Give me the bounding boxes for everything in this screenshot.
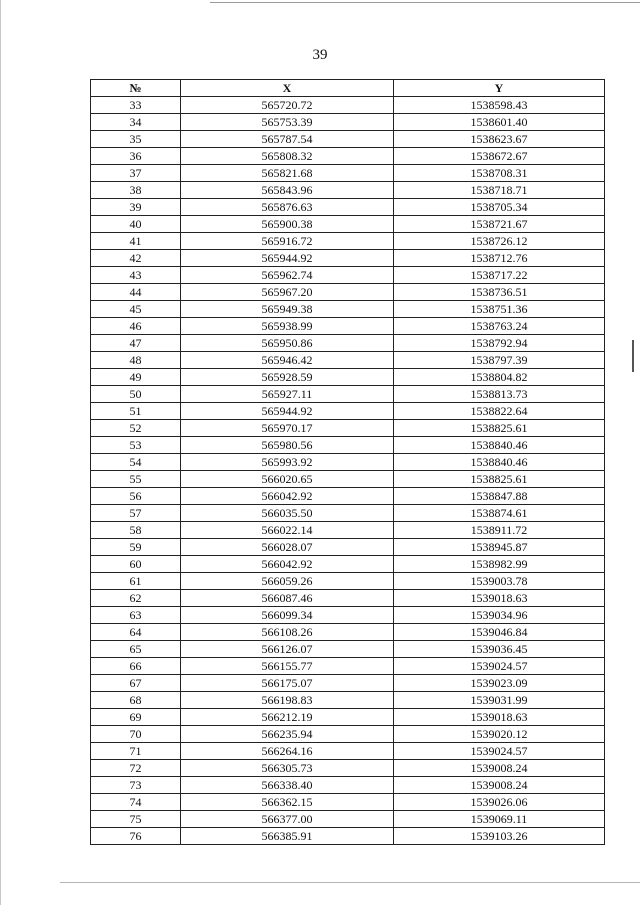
cell-y: 1539069.11 <box>394 811 605 828</box>
table-row <box>91 692 605 709</box>
cell-x: 566099.34 <box>181 607 394 624</box>
cell-y: 1539003.78 <box>394 573 605 590</box>
table-row <box>91 216 605 233</box>
cell-x: 565808.32 <box>181 148 394 165</box>
table-row <box>91 403 605 420</box>
table-row <box>91 301 605 318</box>
table-row <box>91 488 605 505</box>
table-row <box>91 658 605 675</box>
table-row <box>91 369 605 386</box>
cell-point-number: 48 <box>91 352 181 369</box>
cell-x: 566198.83 <box>181 692 394 709</box>
table-row <box>91 726 605 743</box>
cell-y: 1538601.40 <box>394 114 605 131</box>
cell-y: 1538840.46 <box>394 454 605 471</box>
cell-point-number: 51 <box>91 403 181 420</box>
cell-x: 566385.91 <box>181 828 394 845</box>
table-row <box>91 250 605 267</box>
cell-x: 565753.39 <box>181 114 394 131</box>
cell-y: 1538672.67 <box>394 148 605 165</box>
cell-y: 1539018.63 <box>394 709 605 726</box>
cell-x: 566235.94 <box>181 726 394 743</box>
cell-point-number: 39 <box>91 199 181 216</box>
cell-x: 565944.92 <box>181 250 394 267</box>
table-row <box>91 97 605 114</box>
cell-x: 565821.68 <box>181 165 394 182</box>
cell-y: 1539020.12 <box>394 726 605 743</box>
cell-y: 1538708.31 <box>394 165 605 182</box>
table-row <box>91 148 605 165</box>
cell-x: 565927.11 <box>181 386 394 403</box>
cell-point-number: 35 <box>91 131 181 148</box>
cell-y: 1538813.73 <box>394 386 605 403</box>
cell-x: 566175.07 <box>181 675 394 692</box>
cell-point-number: 44 <box>91 284 181 301</box>
cell-x: 566028.07 <box>181 539 394 556</box>
cell-point-number: 54 <box>91 454 181 471</box>
table-row <box>91 743 605 760</box>
cell-x: 566022.14 <box>181 522 394 539</box>
cell-point-number: 37 <box>91 165 181 182</box>
table-row <box>91 777 605 794</box>
cell-point-number: 50 <box>91 386 181 403</box>
cell-x: 566212.19 <box>181 709 394 726</box>
cell-y: 1539026.06 <box>394 794 605 811</box>
cell-point-number: 67 <box>91 675 181 692</box>
cell-y: 1538705.34 <box>394 199 605 216</box>
cell-point-number: 41 <box>91 233 181 250</box>
table-row <box>91 539 605 556</box>
table-row <box>91 352 605 369</box>
cell-point-number: 69 <box>91 709 181 726</box>
cell-x: 565950.86 <box>181 335 394 352</box>
cell-x: 566155.77 <box>181 658 394 675</box>
cell-point-number: 66 <box>91 658 181 675</box>
cell-point-number: 74 <box>91 794 181 811</box>
cell-point-number: 75 <box>91 811 181 828</box>
table-row <box>91 284 605 301</box>
scan-edge <box>0 0 1 905</box>
cell-x: 565928.59 <box>181 369 394 386</box>
cell-y: 1538982.99 <box>394 556 605 573</box>
cell-y: 1539036.45 <box>394 641 605 658</box>
cell-y: 1538804.82 <box>394 369 605 386</box>
cell-y: 1538718.71 <box>394 182 605 199</box>
table-row <box>91 794 605 811</box>
cell-x: 565946.42 <box>181 352 394 369</box>
cell-y: 1538751.36 <box>394 301 605 318</box>
table-row <box>91 182 605 199</box>
cell-x: 566305.73 <box>181 760 394 777</box>
cell-y: 1538825.61 <box>394 471 605 488</box>
cell-y: 1539023.09 <box>394 675 605 692</box>
cell-point-number: 40 <box>91 216 181 233</box>
column-header-number: № <box>91 80 181 97</box>
cell-x: 565962.74 <box>181 267 394 284</box>
scan-mark <box>632 340 634 372</box>
cell-y: 1539008.24 <box>394 777 605 794</box>
cell-y: 1538623.67 <box>394 131 605 148</box>
table-row <box>91 675 605 692</box>
cell-x: 566059.26 <box>181 573 394 590</box>
table-row <box>91 131 605 148</box>
table-row <box>91 386 605 403</box>
table-row <box>91 199 605 216</box>
cell-point-number: 52 <box>91 420 181 437</box>
coordinates-table <box>90 79 605 845</box>
cell-y: 1538717.22 <box>394 267 605 284</box>
cell-x: 565970.17 <box>181 420 394 437</box>
cell-point-number: 55 <box>91 471 181 488</box>
cell-y: 1538598.43 <box>394 97 605 114</box>
cell-y: 1538797.39 <box>394 352 605 369</box>
cell-x: 565993.92 <box>181 454 394 471</box>
cell-point-number: 46 <box>91 318 181 335</box>
table-row <box>91 811 605 828</box>
cell-point-number: 68 <box>91 692 181 709</box>
cell-y: 1538822.64 <box>394 403 605 420</box>
scan-line-top <box>210 2 640 3</box>
cell-point-number: 59 <box>91 539 181 556</box>
column-header-y: Y <box>394 80 605 97</box>
cell-x: 565949.38 <box>181 301 394 318</box>
cell-y: 1538847.88 <box>394 488 605 505</box>
table-row <box>91 335 605 352</box>
table-body <box>91 97 605 845</box>
table-header-row <box>91 80 605 97</box>
table-row <box>91 624 605 641</box>
cell-y: 1538825.61 <box>394 420 605 437</box>
table-row <box>91 267 605 284</box>
cell-point-number: 61 <box>91 573 181 590</box>
cell-x: 565944.92 <box>181 403 394 420</box>
cell-point-number: 36 <box>91 148 181 165</box>
cell-point-number: 42 <box>91 250 181 267</box>
table-row <box>91 641 605 658</box>
cell-point-number: 47 <box>91 335 181 352</box>
cell-y: 1538792.94 <box>394 335 605 352</box>
cell-x: 565720.72 <box>181 97 394 114</box>
cell-x: 565916.72 <box>181 233 394 250</box>
cell-y: 1538874.61 <box>394 505 605 522</box>
cell-y: 1538945.87 <box>394 539 605 556</box>
cell-x: 566362.15 <box>181 794 394 811</box>
cell-x: 566108.26 <box>181 624 394 641</box>
table-row <box>91 590 605 607</box>
table-row <box>91 318 605 335</box>
page-number: 39 <box>312 47 328 63</box>
cell-point-number: 64 <box>91 624 181 641</box>
table-row <box>91 709 605 726</box>
cell-x: 566126.07 <box>181 641 394 658</box>
table-row <box>91 573 605 590</box>
cell-y: 1539031.99 <box>394 692 605 709</box>
cell-y: 1539024.57 <box>394 743 605 760</box>
table-row <box>91 828 605 845</box>
cell-y: 1539008.24 <box>394 760 605 777</box>
cell-y: 1539103.26 <box>394 828 605 845</box>
cell-x: 566042.92 <box>181 488 394 505</box>
cell-y: 1538712.76 <box>394 250 605 267</box>
table-row <box>91 437 605 454</box>
cell-x: 566035.50 <box>181 505 394 522</box>
cell-x: 565938.99 <box>181 318 394 335</box>
cell-x: 565900.38 <box>181 216 394 233</box>
table-row <box>91 556 605 573</box>
table-row <box>91 471 605 488</box>
cell-point-number: 58 <box>91 522 181 539</box>
cell-y: 1539018.63 <box>394 590 605 607</box>
cell-point-number: 38 <box>91 182 181 199</box>
table-row <box>91 165 605 182</box>
table-row <box>91 454 605 471</box>
cell-point-number: 62 <box>91 590 181 607</box>
cell-point-number: 34 <box>91 114 181 131</box>
cell-point-number: 71 <box>91 743 181 760</box>
cell-point-number: 72 <box>91 760 181 777</box>
cell-x: 566338.40 <box>181 777 394 794</box>
cell-point-number: 57 <box>91 505 181 522</box>
cell-x: 566020.65 <box>181 471 394 488</box>
cell-x: 566264.16 <box>181 743 394 760</box>
cell-y: 1539024.57 <box>394 658 605 675</box>
cell-point-number: 33 <box>91 97 181 114</box>
cell-point-number: 65 <box>91 641 181 658</box>
cell-x: 565787.54 <box>181 131 394 148</box>
cell-x: 566087.46 <box>181 590 394 607</box>
table-row <box>91 505 605 522</box>
cell-point-number: 70 <box>91 726 181 743</box>
cell-y: 1538911.72 <box>394 522 605 539</box>
cell-x: 565843.96 <box>181 182 394 199</box>
cell-y: 1539034.96 <box>394 607 605 624</box>
cell-x: 566377.00 <box>181 811 394 828</box>
table-row <box>91 607 605 624</box>
table-row <box>91 522 605 539</box>
cell-point-number: 63 <box>91 607 181 624</box>
table-row <box>91 760 605 777</box>
cell-x: 565876.63 <box>181 199 394 216</box>
cell-point-number: 49 <box>91 369 181 386</box>
cell-point-number: 43 <box>91 267 181 284</box>
cell-y: 1538721.67 <box>394 216 605 233</box>
scan-line-bottom <box>60 882 640 883</box>
cell-x: 565980.56 <box>181 437 394 454</box>
column-header-x: X <box>181 80 394 97</box>
cell-y: 1538726.12 <box>394 233 605 250</box>
cell-point-number: 60 <box>91 556 181 573</box>
cell-y: 1538736.51 <box>394 284 605 301</box>
table-row <box>91 114 605 131</box>
cell-point-number: 45 <box>91 301 181 318</box>
cell-y: 1538763.24 <box>394 318 605 335</box>
cell-y: 1538840.46 <box>394 437 605 454</box>
cell-point-number: 56 <box>91 488 181 505</box>
cell-point-number: 73 <box>91 777 181 794</box>
table-row <box>91 420 605 437</box>
cell-point-number: 76 <box>91 828 181 845</box>
table-row <box>91 233 605 250</box>
cell-x: 565967.20 <box>181 284 394 301</box>
cell-x: 566042.92 <box>181 556 394 573</box>
cell-y: 1539046.84 <box>394 624 605 641</box>
cell-point-number: 53 <box>91 437 181 454</box>
